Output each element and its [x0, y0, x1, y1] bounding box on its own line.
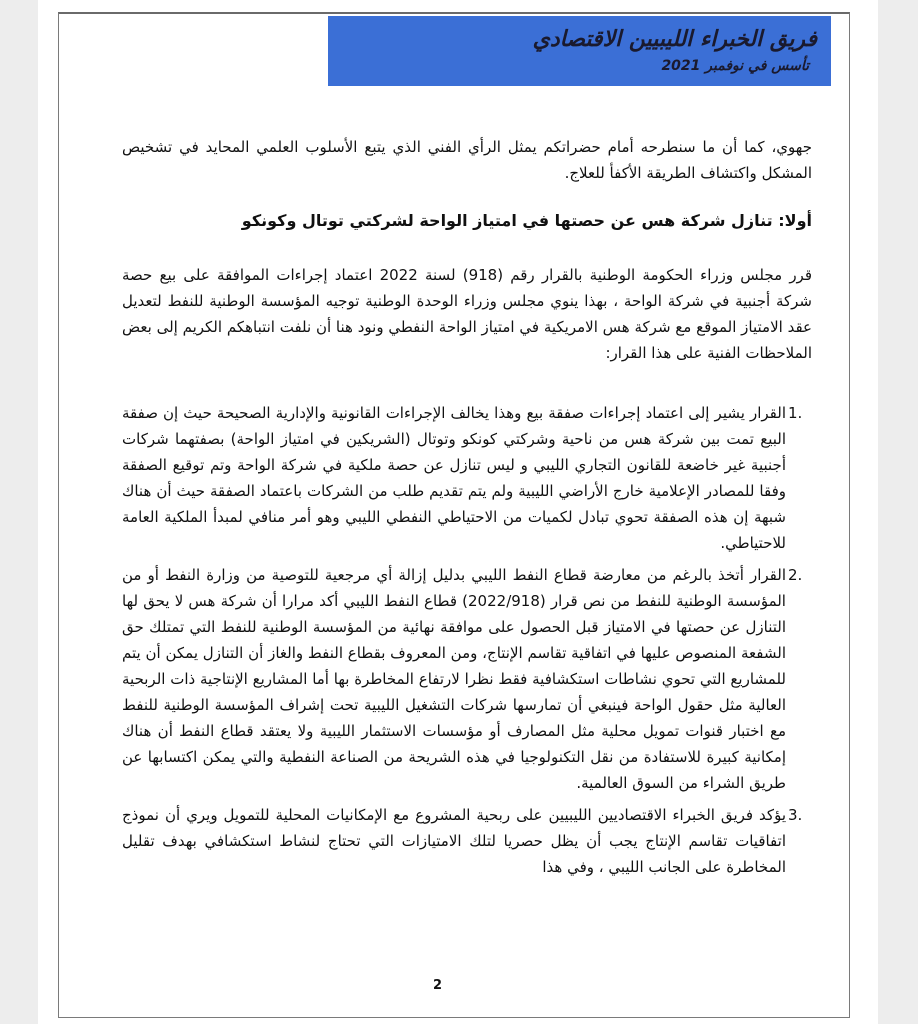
document-page: [38, 0, 878, 1024]
list-item-number: 3.: [788, 806, 803, 824]
document-body: [122, 134, 812, 886]
list-item-text: القرار أتخذ بالرغم من معارضة قطاع النفط الليبي بدليل إزالة أي مرجعية للتوصية من وزارة النفط أو من المؤسسة الوطنية للنفط من نص قرار (2022/918) قطاع النفط الليبي أكد مرارا أن شركة هس لا يحق لها التنازل عن حصتها في الامتياز قبل الحصول على موافقة نهائية من المؤسسة الوطنية للنفط التي تمتلك حق الشفعة المنصوص عليها في اتفاقية تقاسم الإنتاج، ومن المعروف بقطاع النفط والغاز أن التنازل يمكن أن يتم للمشاريع التي تحوي نشاطات استكشافية فقط نظرا لارتفاع المخاطرة بها أما المشاريع الإنتاجية ذات الربحية العالية مثل حقول الواحة فينبغي أن تمارسها شركات التشغيل الليبية تحت إشراف المؤسسة الوطنية للنفط مع اختبار قنوات تمويل محلية مثل المصارف أو مؤسسات الاستثمار الليبية ولا يعتقد قطاع النفط أن هناك إمكانية كبيرة للاستفادة من نقل التكنولوجيا في هذه الشريحة من الصناعة النفطية والتي يمكن اكتسابها عن طريق الشراء من السوق العالمية.: [122, 566, 786, 792]
section-heading: أولا: تنازل شركة هس عن حصتها في امتياز الواحة لشركتي توتال وكونكو: [241, 211, 812, 230]
notes-list: [122, 400, 812, 880]
list-item-number: 2.: [788, 566, 803, 584]
header-title: فريق الخبراء الليبيين الاقتصادي: [532, 27, 817, 52]
list-item-number: 1.: [788, 404, 803, 422]
page-number: 2: [433, 978, 443, 993]
header-subtitle: تأسس في نوفمبر 2021: [661, 58, 809, 74]
body-paragraph: قرر مجلس وزراء الحكومة الوطنية بالقرار رقم (918) لسنة 2022 اعتماد إجراءات الموافقة على بيع حصة شركة أجنبية في شركة الواحة ، بهذا ينوي مجلس وزراء الوحدة الوطنية توجيه المؤسسة الوطنية للنفط لتعديل عقد الامتياز الموقع مع شركة هس الامريكية في امتياز الواحة النفطي ونود هنا أن نلفت انتباهكم الكريم إلى بعض الملاحظات الفنية على هذا القرار:: [122, 266, 813, 362]
intro-paragraph: جهوي، كما أن ما سنطرحه أمام حضراتكم يمثل الرأي الفني الذي يتبع الأسلوب العلمي المحايد في تشخيص المشكل واكتشاف الطريقة الأكفأ للعلاج.: [122, 138, 812, 182]
list-item: [122, 400, 803, 556]
list-item: [122, 802, 803, 880]
header-banner: [328, 16, 831, 86]
list-item: [122, 562, 803, 796]
list-item-text: يؤكد فريق الخبراء الاقتصاديين الليبيين على ربحية المشروع مع الإمكانيات المحلية للتمويل ويري أن نموذج اتفاقيات تقاسم الإنتاج يجب أن يظل حصريا لتلك الامتيازات التي تحتاج لنشاط استكشافي بهدف تقليل المخاطرة على الجانب الليبي ، وفي هذا: [122, 806, 786, 876]
list-item-text: القرار يشير إلى اعتماد إجراءات صفقة بيع وهذا يخالف الإجراءات القانونية والإدارية الصحيحة حيث إن صفقة البيع تمت بين شركة هس من ناحية وشركتي كونكو وتوتال (الشريكين في امتياز الواحة) بصفتهما شركات أجنبية غير خاضعة للقانون التجاري الليبي و ليس تنازل عن حصة ملكية في شركة الواحة وتم توقيع الصفقة وفقا للمصادر الإعلامية خارج الأراضي الليبية ولم يتم تقديم طلب من الشركات باعتماد الصفقة حيث أن هناك شبهة إن هذه الصفقة تحوي تبادل لكميات من الاحتياطي النفطي الليبي وهو أمر منافي لمبدأ الملكية العامة للاحتياطي.: [122, 404, 786, 552]
